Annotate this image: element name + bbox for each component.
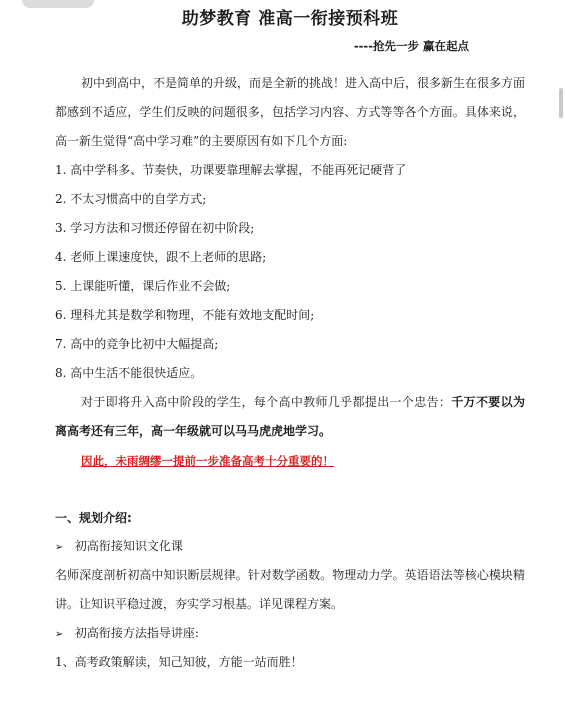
document-page	[55, 0, 525, 677]
reason-item-5: 5. 上课能听懂，课后作业不会做;	[55, 279, 231, 293]
intro-paragraph: 初中到高中，不是简单的升级，而是全新的挑战！进入高中后，很多新生在很多方面都感到不适应，学生们反映的问题很多，包括学习内容、方式等等各个方面。具体来说，高一新生觉得“高中学习难”的主要原因有如下几个方面:	[55, 76, 526, 148]
plan-item-2-desc: 1、高考政策解读，知己知彼，方能一站而胜！	[55, 655, 303, 669]
advice-emphasis: 千万不要以为离高考还有三年，高一年级就可以马马虎虎地学习。	[55, 395, 525, 438]
scrollbar[interactable]	[557, 0, 565, 720]
plan-item-1	[55, 532, 525, 561]
document-title: 助梦教育 准高一衔接预科班	[181, 9, 399, 29]
advice-paragraph	[55, 388, 525, 446]
reason-item-3: 3. 学习方法和习惯还停留在初中阶段;	[55, 221, 255, 235]
highlight-text: 因此，未雨绸缪一提前一步准备高考十分重要的！	[81, 454, 334, 468]
reason-item-6: 6. 理科尤其是数学和物理，不能有效地支配时间;	[55, 308, 315, 322]
reason-item-8: 8. 高中生活不能很快适应。	[55, 366, 203, 380]
reason-item-4: 4. 老师上课速度快，跟不上老师的思路;	[55, 250, 267, 264]
arrow-bullet-icon: ➢	[55, 629, 64, 640]
reason-item-2: 2. 不太习惯高中的自学方式;	[55, 192, 207, 206]
scrollbar-thumb[interactable]	[559, 88, 563, 118]
advice-text: 对于即将升入高中阶段的学生，每个高中教师几乎都提出一个忠告：	[81, 395, 452, 409]
plan-item-1-desc: 名师深度剖析初高中知识断层规律。针对数学函数。物理动力学。英语语法等核心模块精讲。让知识平稳过渡，夯实学习根基。详见课程方案。	[55, 568, 525, 611]
plan-item-2-label: 初高衔接方法指导讲座:	[74, 626, 199, 640]
reason-item-7: 7. 高中的竞争比初中大幅提高;	[55, 337, 219, 351]
document-subtitle: ----抢先一步 赢在起点	[353, 39, 469, 53]
reason-item-1: 1. 高中学科多、节奏快，功课要靠理解去掌握，不能再死记硬背了	[55, 163, 407, 177]
plan-item-1-label: 初高衔接知识文化课	[74, 539, 183, 553]
plan-item-2	[55, 619, 525, 648]
arrow-bullet-icon: ➢	[55, 542, 64, 553]
section-heading: 一、规划介绍:	[55, 511, 132, 525]
